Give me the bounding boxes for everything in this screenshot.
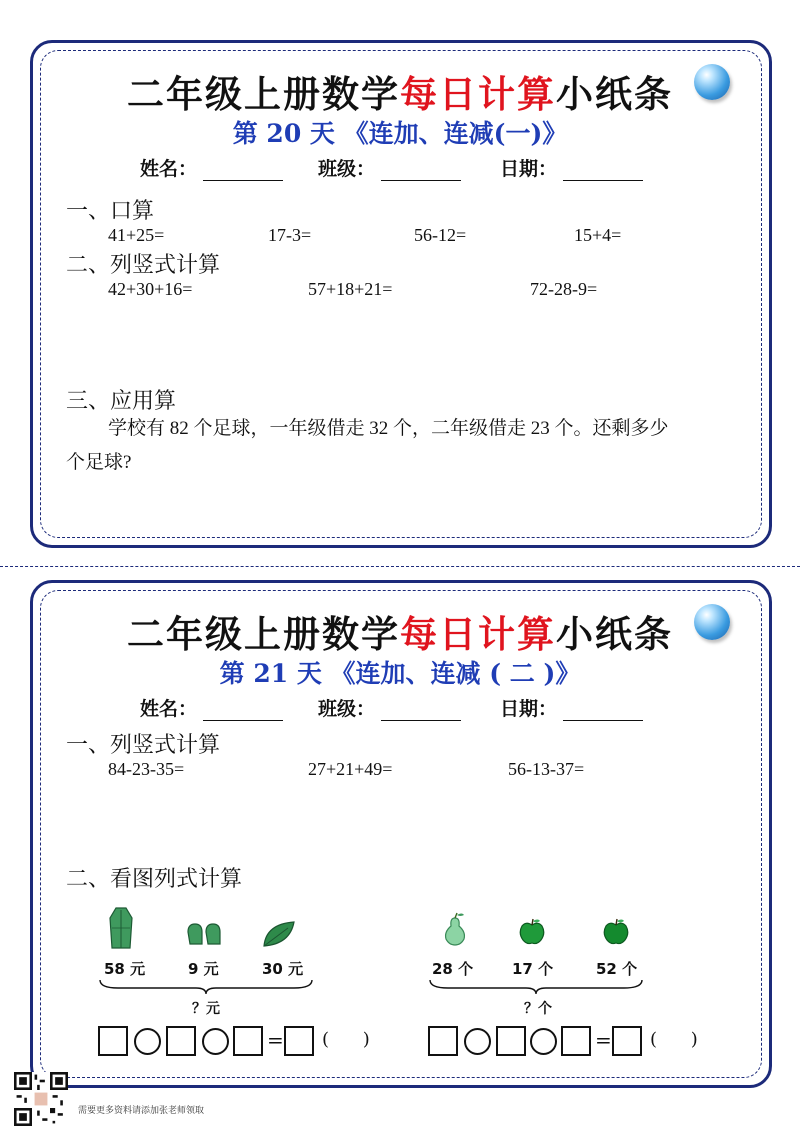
- date-field[interactable]: [500, 694, 643, 721]
- operator-circle[interactable]: [530, 1028, 557, 1055]
- title-highlight: 每日计算: [400, 613, 556, 656]
- name-label: 姓名：: [140, 158, 198, 180]
- word-problem-line2: 个足球?: [66, 452, 132, 473]
- answer-box[interactable]: [98, 1026, 128, 1056]
- section-vertical-heading: 二、列竖式计算: [66, 253, 221, 278]
- apple-icon: [518, 918, 546, 946]
- answer-box[interactable]: [612, 1026, 642, 1056]
- name-field[interactable]: [140, 694, 283, 721]
- vertical-problem: 72-28-9=: [530, 279, 598, 299]
- date-field[interactable]: [500, 154, 643, 181]
- answer-box[interactable]: [284, 1026, 314, 1056]
- oral-problem: 41+25=: [108, 225, 165, 245]
- vertical-problem: 57+18+21=: [308, 279, 393, 299]
- mittens-icon: [186, 922, 222, 946]
- title-part: 二年级上册数学: [127, 613, 400, 656]
- class-blank[interactable]: [381, 179, 461, 181]
- unit-parentheses[interactable]: ( ): [650, 1029, 712, 1050]
- pear-icon: [442, 912, 468, 946]
- footer-note: 需要更多资料请添加张老师领取: [78, 1106, 205, 1116]
- section-vertical-heading: 一、列竖式计算: [66, 733, 221, 758]
- answer-box[interactable]: [233, 1026, 263, 1056]
- answer-box[interactable]: [428, 1026, 458, 1056]
- name-label: 姓名：: [140, 698, 198, 720]
- title-part-end: 小纸条: [556, 73, 673, 116]
- name-blank[interactable]: [203, 719, 283, 721]
- leaf-icon: [262, 920, 296, 948]
- section-word-problem-heading: 三、应用算: [66, 389, 177, 414]
- worksheet-title: [0, 604, 800, 658]
- oral-problem: 17-3=: [268, 225, 312, 245]
- vertical-problem: 42+30+16=: [108, 279, 193, 299]
- coat-icon: [108, 906, 134, 950]
- vertical-problem: 27+21+49=: [308, 759, 393, 779]
- answer-box[interactable]: [496, 1026, 526, 1056]
- title-part: 二年级上册数学: [127, 73, 400, 116]
- vertical-problem: 84-23-35=: [108, 759, 185, 779]
- apple-icon: [602, 918, 630, 946]
- class-field[interactable]: [318, 154, 461, 181]
- cut-line: [0, 566, 800, 567]
- oral-problem: 15+4=: [574, 225, 622, 245]
- blue-ball-icon: [694, 604, 730, 640]
- name-blank[interactable]: [203, 179, 283, 181]
- vertical-problem: 56-13-37=: [508, 759, 585, 779]
- day-subtitle: 第 21 天 《连加、连减 ( 二 )》: [219, 659, 581, 688]
- oral-problem: 56-12=: [414, 225, 467, 245]
- date-label: 日期：: [500, 698, 558, 720]
- operator-circle[interactable]: [134, 1028, 161, 1055]
- total-question: ？元: [192, 1001, 220, 1017]
- blue-ball-icon: [694, 64, 730, 100]
- day-subtitle: 第 20 天 《连加、连减(一)》: [232, 119, 568, 148]
- total-question: ？个: [524, 1001, 552, 1017]
- class-field[interactable]: [318, 694, 461, 721]
- operator-circle[interactable]: [464, 1028, 491, 1055]
- info-fields: [0, 694, 800, 720]
- section-picture-problem-heading: 二、看图列式计算: [66, 867, 243, 892]
- name-field[interactable]: [140, 154, 283, 181]
- date-blank[interactable]: [563, 719, 643, 721]
- title-highlight: 每日计算: [400, 73, 556, 116]
- count-label: 28 个: [432, 960, 474, 978]
- unit-parentheses[interactable]: ( ): [322, 1029, 384, 1050]
- price-label: 30 元: [262, 960, 304, 978]
- class-label: 班级：: [318, 158, 376, 180]
- qr-code-icon: [14, 1072, 68, 1126]
- brace: [98, 978, 314, 996]
- date-blank[interactable]: [563, 179, 643, 181]
- title-part-end: 小纸条: [556, 613, 673, 656]
- answer-box[interactable]: [166, 1026, 196, 1056]
- date-label: 日期：: [500, 158, 558, 180]
- count-label: 17 个: [512, 960, 554, 978]
- section-oral-heading: 一、口算: [66, 199, 155, 224]
- worksheet-title: [0, 64, 800, 118]
- class-blank[interactable]: [381, 719, 461, 721]
- price-label: 9 元: [188, 960, 219, 978]
- operator-circle[interactable]: [202, 1028, 229, 1055]
- price-label: 58 元: [104, 960, 146, 978]
- answer-box[interactable]: [561, 1026, 591, 1056]
- count-label: 52 个: [596, 960, 638, 978]
- class-label: 班级：: [318, 698, 376, 720]
- equals-sign: =: [595, 1028, 612, 1052]
- info-fields: [0, 154, 800, 180]
- word-problem-line1: 学校有 82 个足球，一年级借走 32 个，二年级借走 23 个。还剩多少: [108, 418, 669, 439]
- equals-sign: =: [267, 1028, 284, 1052]
- brace: [428, 978, 644, 996]
